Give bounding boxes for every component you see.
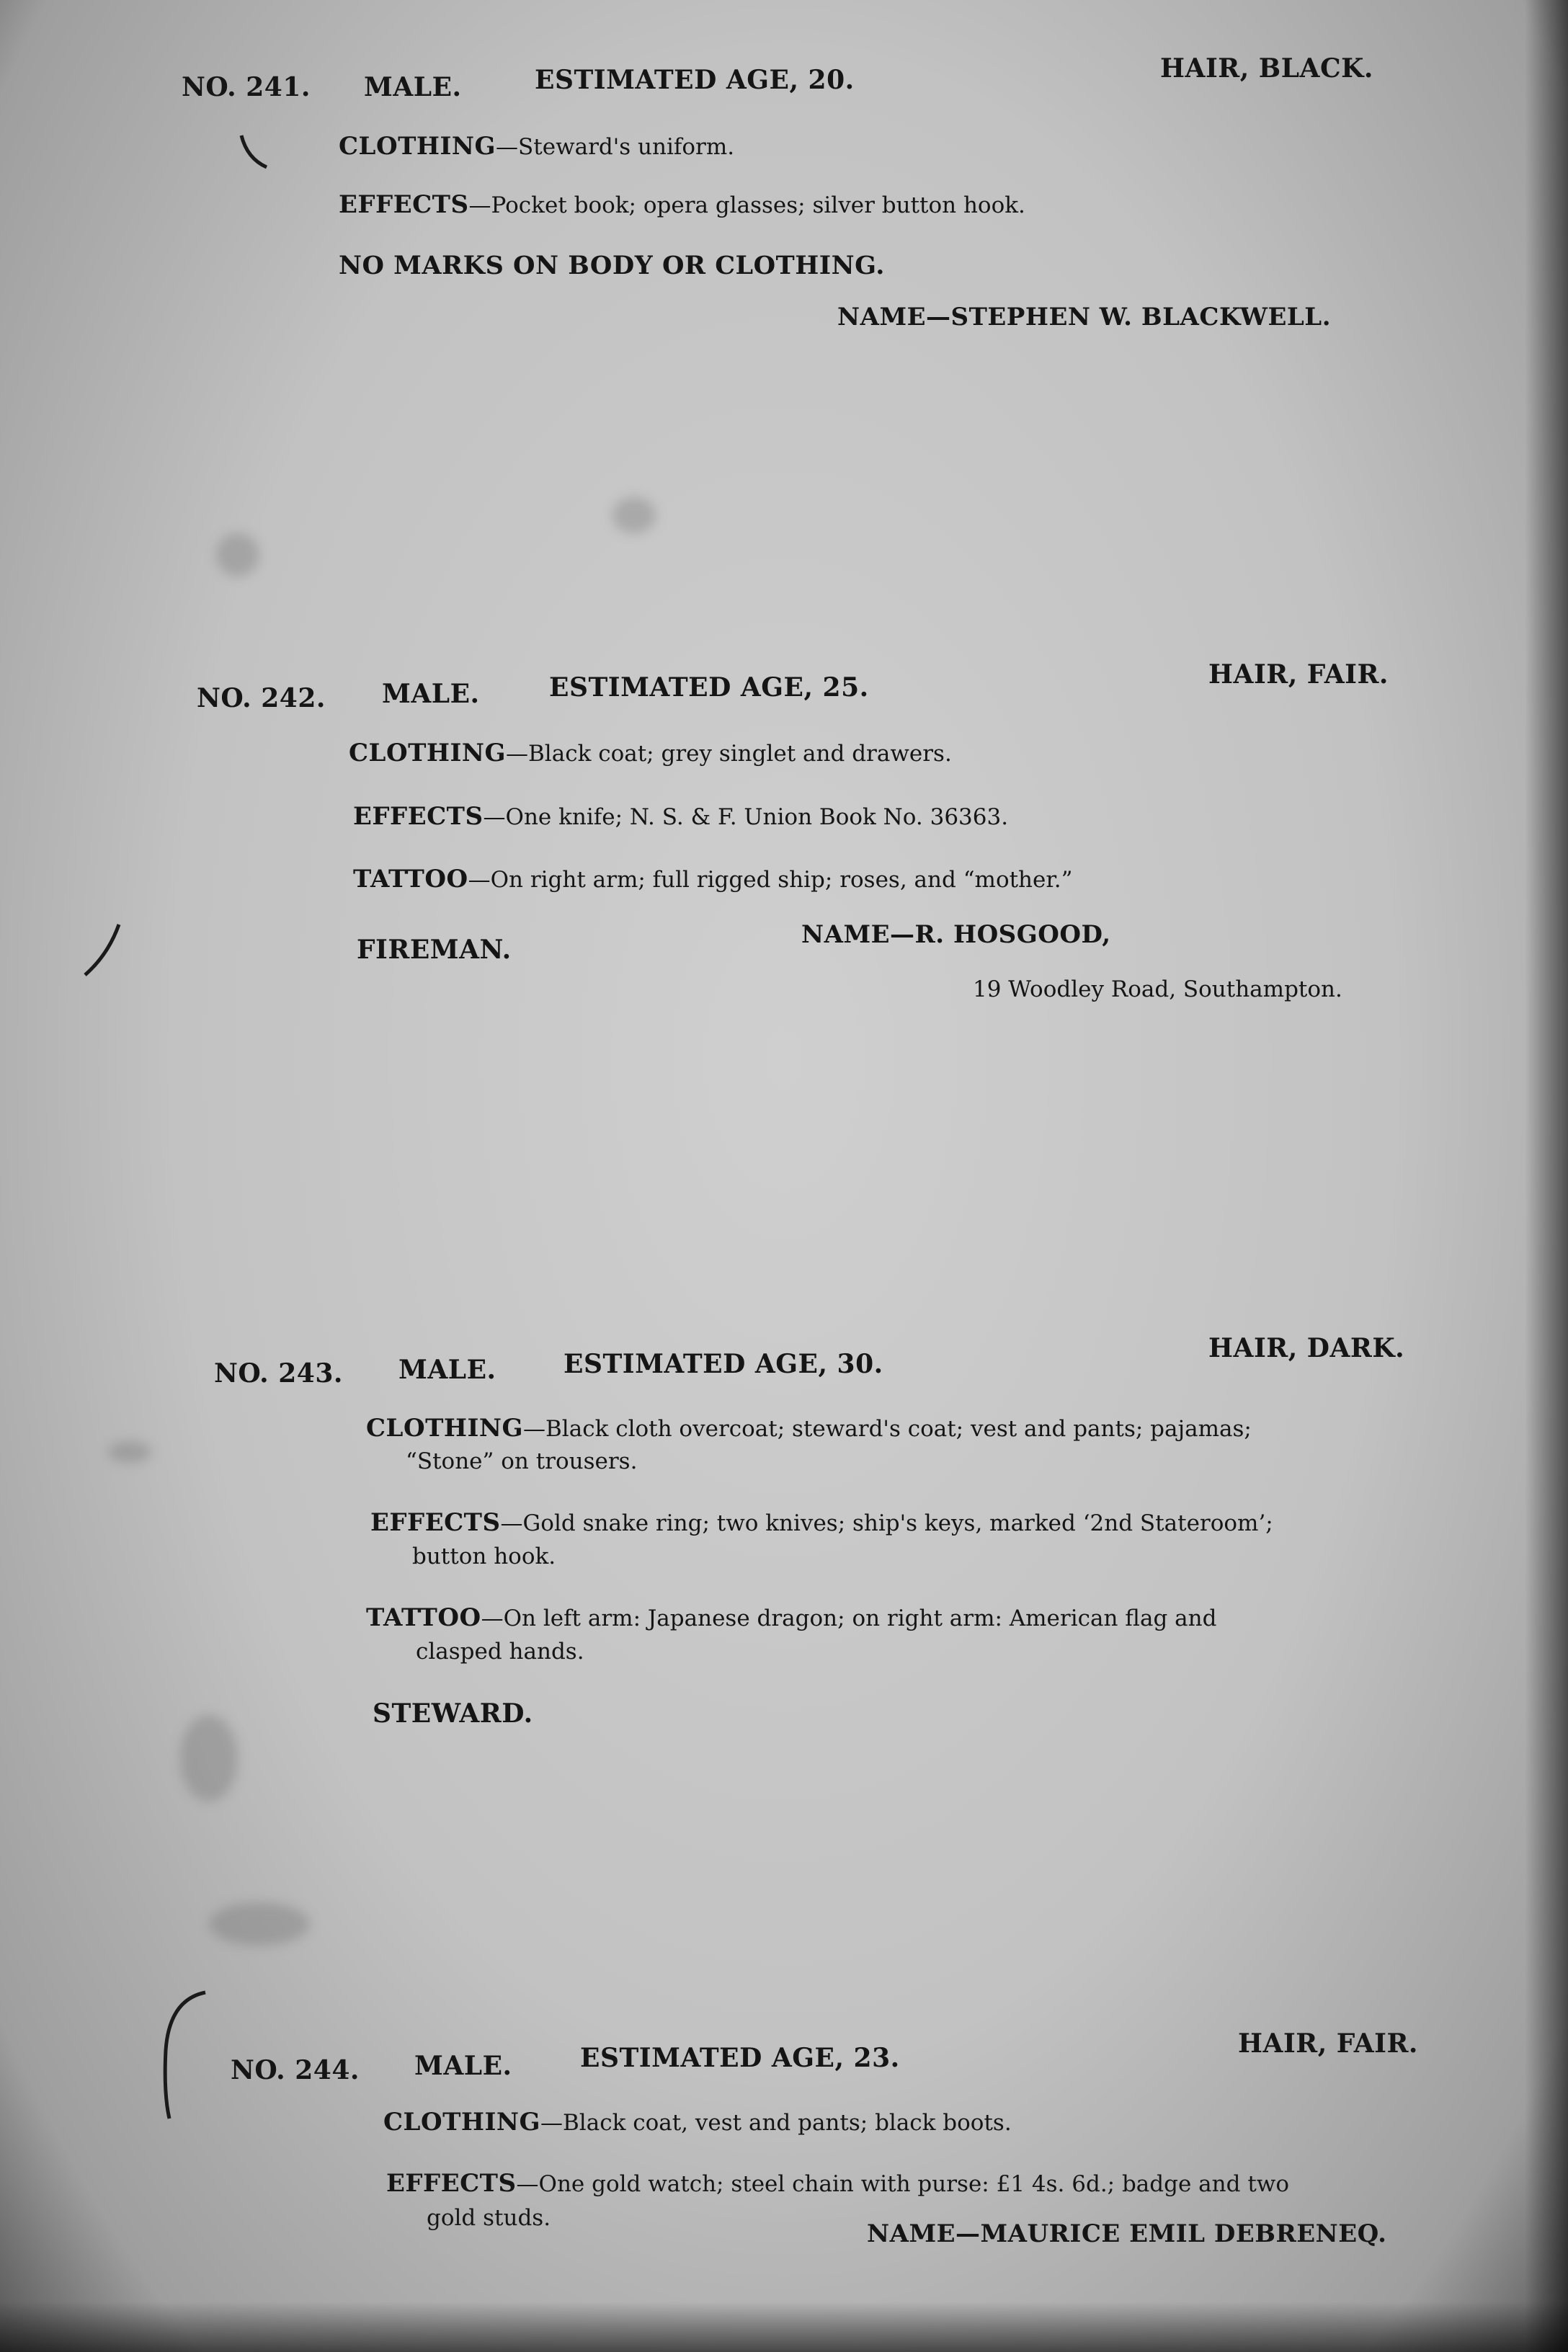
clothing-line (349, 739, 952, 767)
tattoo-label: TATTOO (366, 1603, 481, 1632)
effects-continuation: gold studs. (427, 2205, 551, 2231)
record-number: NO. 244. (231, 2055, 360, 2085)
effects-label: EFFECTS (353, 802, 484, 831)
clothing-text: —Black coat; grey singlet and drawers. (506, 741, 952, 767)
clothing-line (339, 132, 734, 161)
clothing-text: —Black cloth overcoat; steward's coat; vest and pants; pajamas; (523, 1416, 1252, 1442)
record-number: NO. 242. (197, 683, 326, 713)
estimated-age: ESTIMATED AGE, 25. (549, 672, 869, 703)
smudge (209, 1902, 310, 1946)
estimated-age: ESTIMATED AGE, 20. (535, 65, 855, 95)
tattoo-text: —On left arm: Japanese dragon; on right arm: American flag and (481, 1605, 1217, 1631)
bracket-mark-icon (148, 1985, 213, 2129)
smudge (612, 497, 656, 533)
hair: HAIR, BLACK. (1160, 53, 1373, 84)
hair: HAIR, DARK. (1208, 1333, 1405, 1363)
page-edge-shadow (0, 2302, 1568, 2352)
smudge (108, 1441, 151, 1463)
sex: MALE. (398, 1355, 496, 1385)
sex: MALE. (382, 679, 480, 709)
marks-note: NO MARKS ON BODY OR CLOTHING. (339, 251, 885, 280)
record-number: NO. 243. (214, 1358, 343, 1389)
clothing-label: CLOTHING (349, 739, 507, 767)
clothing-label: CLOTHING (383, 2108, 541, 2137)
effects-line (370, 1508, 1273, 1537)
check-mark-icon (79, 919, 130, 984)
sex: MALE. (414, 2051, 512, 2081)
smudge (216, 533, 259, 576)
clothing-label: CLOTHING (366, 1414, 524, 1443)
estimated-age: ESTIMATED AGE, 23. (580, 2043, 900, 2073)
clothing-line (383, 2108, 1012, 2137)
estimated-age: ESTIMATED AGE, 30. (564, 1349, 883, 1379)
occupation: STEWARD. (373, 1698, 533, 1729)
deceased-name: NAME—STEPHEN W. BLACKWELL. (837, 303, 1332, 331)
tattoo-text: —On right arm; full rigged ship; roses, and “mother.” (468, 867, 1073, 893)
address: 19 Woodley Road, Southampton. (973, 976, 1342, 1002)
tattoo-line (366, 1603, 1216, 1632)
record-number: NO. 241. (182, 72, 311, 102)
effects-text: —Gold snake ring; two knives; ship's keys, marked ‘2nd Stateroom’; (500, 1510, 1273, 1536)
effects-text: —One gold watch; steel chain with purse: £1 4s. 6d.; badge and two (516, 2171, 1289, 2197)
clothing-text: —Black coat, vest and pants; black boots. (540, 2110, 1012, 2136)
effects-label: EFFECTS (339, 190, 469, 219)
page-edge-shadow (1525, 0, 1568, 2352)
effects-label: EFFECTS (386, 2169, 517, 2198)
clothing-label: CLOTHING (339, 132, 496, 161)
deceased-name: NAME—R. HOSGOOD, (801, 920, 1111, 949)
tattoo-label: TATTOO (353, 865, 468, 894)
clothing-line (366, 1414, 1252, 1443)
occupation: FIREMAN. (357, 935, 512, 965)
check-mark-icon (234, 130, 277, 180)
effects-line (353, 802, 1008, 831)
deceased-name: NAME—MAURICE EMIL DEBRENEQ. (867, 2219, 1387, 2248)
clothing-text: —Steward's uniform. (496, 134, 735, 160)
clothing-continuation: “Stone” on trousers. (406, 1448, 638, 1474)
hair: HAIR, FAIR. (1208, 659, 1389, 690)
effects-label: EFFECTS (370, 1508, 501, 1537)
smudge (180, 1715, 238, 1801)
effects-line (339, 190, 1025, 219)
effects-text: —Pocket book; opera glasses; silver button hook. (468, 192, 1025, 218)
tattoo-continuation: clasped hands. (416, 1639, 584, 1665)
hair: HAIR, FAIR. (1238, 2028, 1418, 2059)
sex: MALE. (364, 72, 462, 102)
tattoo-line (353, 865, 1073, 894)
effects-line (386, 2169, 1289, 2198)
effects-continuation: button hook. (412, 1544, 556, 1569)
effects-text: —One knife; N. S. & F. Union Book No. 36363. (483, 804, 1009, 830)
